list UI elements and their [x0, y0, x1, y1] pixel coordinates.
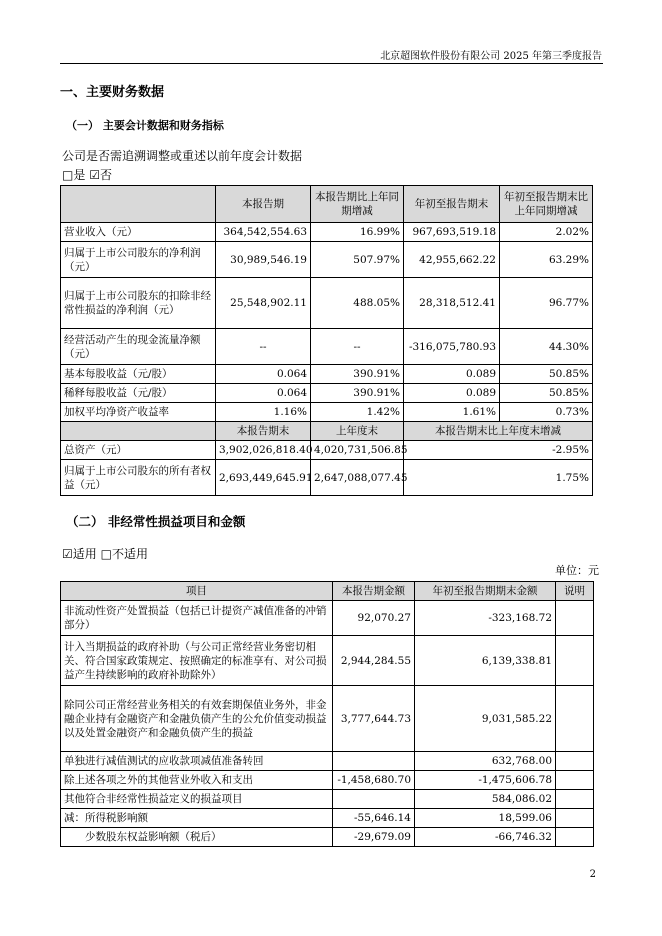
cell-value: 63.29% [500, 242, 593, 278]
cell-value: 44.30% [500, 329, 593, 365]
option-not-apply-label: 不适用 [111, 547, 148, 561]
non-recurring-items-table [60, 581, 594, 847]
cell-value: 0.089 [404, 384, 500, 403]
row-label: 除同公司正常经营业务相关的有效套期保值业务外，非金融企业持有金融资产和金融负债产生的公允价值变动损益以及处置金融资产和金融负债产生的损益 [61, 686, 333, 752]
cell-value: 390.91% [311, 365, 404, 384]
cell-value: 2,647,088,077.45 [311, 460, 404, 496]
cell-value: 16.99% [311, 223, 404, 242]
checkbox-yes-icon: □ [62, 168, 74, 182]
table1-subheader-prior-year-end: 上年度末 [311, 422, 404, 441]
row-label: 营业收入（元） [61, 223, 216, 242]
cell-value: 6,139,338.81 [415, 636, 556, 686]
table-row [61, 384, 593, 403]
row-label: 单独进行减值测试的应收款项减值准备转回 [61, 752, 333, 771]
row-label: 总资产（元） [61, 441, 216, 460]
table2-header-row [61, 582, 594, 601]
table-row [61, 365, 593, 384]
cell-value: 0.064 [216, 384, 311, 403]
cell-note [556, 752, 594, 771]
checkbox-apply-checked-icon: ☑ [62, 547, 73, 561]
table-row [61, 601, 594, 636]
row-label: 减：所得税影响额 [61, 809, 333, 828]
checkbox-not-apply-icon: □ [100, 547, 112, 561]
cell-value: 25,548,902.11 [216, 278, 311, 329]
cell-value: 2.02% [500, 223, 593, 242]
cell-value: 3,902,026,818.40 [216, 441, 311, 460]
table1-subheader-blank [61, 422, 216, 441]
cell-note [556, 828, 594, 847]
row-label: 基本每股收益（元/股） [61, 365, 216, 384]
row-label: 少数股东权益影响额（税后） [61, 828, 333, 847]
cell-value: -55,646.14 [333, 809, 415, 828]
cell-value: 2,693,449,645.91 [216, 460, 311, 496]
table-row [61, 329, 593, 365]
cell-value: 42,955,662.22 [404, 242, 500, 278]
page-number: 2 [589, 869, 596, 880]
cell-value: 0.064 [216, 365, 311, 384]
cell-value: 9,031,585.22 [415, 686, 556, 752]
cell-value: 967,693,519.18 [404, 223, 500, 242]
unit-label: 单位：元 [555, 564, 599, 577]
restatement-options [62, 166, 112, 183]
subsection-title-non-recurring: （二） 非经常性损益项目和金额 [66, 514, 246, 529]
cell-value: 92,070.27 [333, 601, 415, 636]
cell-value [333, 790, 415, 809]
table-row [61, 441, 593, 460]
table1-header-current-period: 本报告期 [216, 186, 311, 223]
table-row [61, 403, 593, 422]
cell-value: 96.77% [500, 278, 593, 329]
cell-note [556, 636, 594, 686]
cell-note [556, 686, 594, 752]
cell-value: -29,679.09 [333, 828, 415, 847]
table-row [61, 686, 594, 752]
applicability-options [62, 545, 148, 562]
table1-header-yoy-change: 本报告期比上年同期增减 [311, 186, 404, 223]
cell-value: 2,944,284.55 [333, 636, 415, 686]
table2-header-note: 说明 [556, 582, 594, 601]
subsection-title-accounting-data: （一） 主要会计数据和财务指标 [66, 119, 224, 132]
row-label: 归属于上市公司股东的净利润（元） [61, 242, 216, 278]
table-row [61, 828, 594, 847]
cell-value: 507.97% [311, 242, 404, 278]
checkbox-no-checked-icon: ☑ [89, 168, 100, 182]
cell-value: 28,318,512.41 [404, 278, 500, 329]
cell-note [556, 790, 594, 809]
row-label: 计入当期损益的政府补助（与公司正常经营业务密切相关、符合国家政策规定、按照确定的标准享有、对公司损益产生持续影响的政府补助除外） [61, 636, 333, 686]
table1-header-ytd-change: 年初至报告期末比上年同期增减 [500, 186, 593, 223]
cell-value: 1.61% [404, 403, 500, 422]
table1-subheader-change: 本报告期末比上年度末增减 [404, 422, 593, 441]
cell-value: -66,746.32 [415, 828, 556, 847]
cell-value [333, 752, 415, 771]
cell-value: 390.91% [311, 384, 404, 403]
header-divider [60, 63, 603, 64]
cell-value: 364,542,554.63 [216, 223, 311, 242]
row-label: 归属于上市公司股东的扣除非经常性损益的净利润（元） [61, 278, 216, 329]
table-row [61, 278, 593, 329]
cell-value: 18,599.06 [415, 809, 556, 828]
table1-subheader-row [61, 422, 593, 441]
cell-value: 50.85% [500, 365, 593, 384]
cell-value: -2.95% [404, 441, 593, 460]
cell-value: -323,168.72 [415, 601, 556, 636]
cell-value: 1.75% [404, 460, 593, 496]
table2-header-current: 本报告期金额 [333, 582, 415, 601]
table-row [61, 223, 593, 242]
row-label: 除上述各项之外的其他营业外收入和支出 [61, 771, 333, 790]
key-financial-data-table [60, 185, 593, 496]
row-label: 稀释每股收益（元/股） [61, 384, 216, 403]
cell-value: 632,768.00 [415, 752, 556, 771]
cell-note [556, 771, 594, 790]
cell-value: 0.089 [404, 365, 500, 384]
cell-value: -1,458,680.70 [333, 771, 415, 790]
option-no-label: 否 [99, 168, 112, 182]
option-yes-label: 是 [73, 168, 86, 182]
table-row [61, 242, 593, 278]
cell-value: 0.73% [500, 403, 593, 422]
table1-header-row [61, 186, 593, 223]
row-label: 归属于上市公司股东的所有者权益（元） [61, 460, 216, 496]
cell-value: 1.42% [311, 403, 404, 422]
cell-note [556, 601, 594, 636]
table2-header-item: 项目 [61, 582, 333, 601]
cell-value: -1,475,606.78 [415, 771, 556, 790]
table1-header-blank [61, 186, 216, 223]
table-row [61, 460, 593, 496]
row-label: 加权平均净资产收益率 [61, 403, 216, 422]
restatement-question: 公司是否需追溯调整或重述以前年度会计数据 [62, 149, 303, 163]
cell-value: 3,777,644.73 [333, 686, 415, 752]
row-label: 非流动性资产处置损益（包括已计提资产减值准备的冲销部分） [61, 601, 333, 636]
cell-value: 50.85% [500, 384, 593, 403]
table1-subheader-period-end: 本报告期末 [216, 422, 311, 441]
cell-value: -- [311, 329, 404, 365]
report-header: 北京超图软件股份有限公司 2025 年第三季度报告 [380, 51, 602, 62]
section-title-main-financial-data: 一、主要财务数据 [60, 85, 165, 100]
table1-header-ytd: 年初至报告期末 [404, 186, 500, 223]
cell-value: 584,086.02 [415, 790, 556, 809]
cell-value: 30,989,546.19 [216, 242, 311, 278]
table-row [61, 636, 594, 686]
table2-header-ytd: 年初至报告期期末金额 [415, 582, 556, 601]
table-row [61, 790, 594, 809]
table-row [61, 771, 594, 790]
table-row [61, 809, 594, 828]
cell-value: 1.16% [216, 403, 311, 422]
cell-value: -316,075,780.93 [404, 329, 500, 365]
row-label: 经营活动产生的现金流量净额（元） [61, 329, 216, 365]
cell-value: 488.05% [311, 278, 404, 329]
table-row [61, 752, 594, 771]
option-apply-label: 适用 [72, 547, 97, 561]
row-label: 其他符合非经常性损益定义的损益项目 [61, 790, 333, 809]
cell-note [556, 809, 594, 828]
cell-value: 4,020,731,506.85 [311, 441, 404, 460]
cell-value: -- [216, 329, 311, 365]
